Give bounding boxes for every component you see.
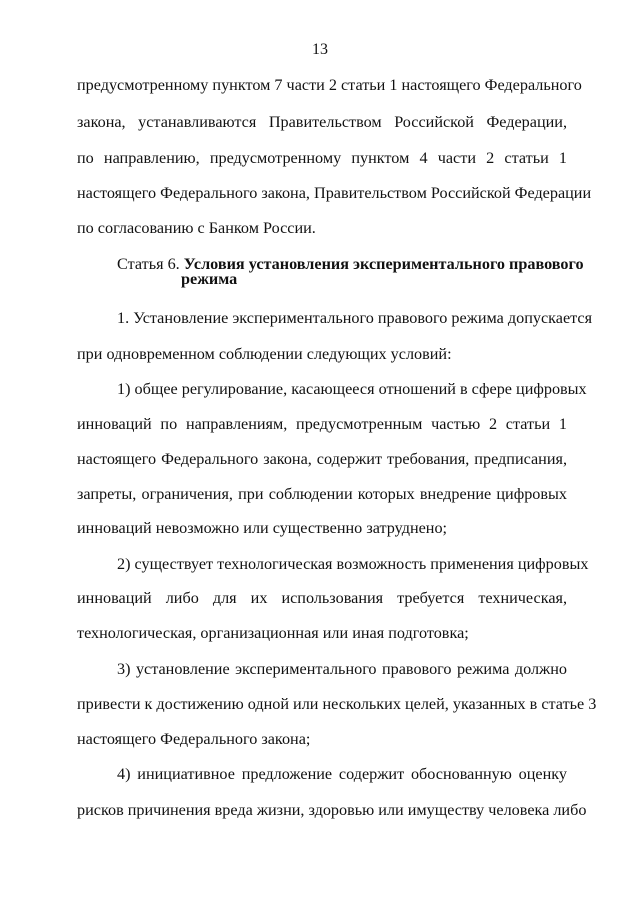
paragraph-line: инноваций по направлениям, предусмотренным частью 2 статьи 1 <box>77 415 567 433</box>
paragraph-line: настоящего Федерального закона, содержит требования, предписания, <box>77 450 567 468</box>
paragraph-line: по согласованию с Банком России. <box>77 219 316 237</box>
paragraph-line: инноваций либо для их использования требуется техническая, <box>77 589 567 607</box>
paragraph-line: инноваций невозможно или существенно затруднено; <box>77 519 448 537</box>
paragraph-line: 3) установление экспериментального правового режима должно <box>117 660 567 678</box>
paragraph-line: 4) инициативное предложение содержит обоснованную оценку <box>117 765 567 783</box>
paragraph-line: 2) существует технологическая возможность применения цифровых <box>117 555 589 573</box>
paragraph-line: технологическая, организационная или иная подготовка; <box>77 624 469 642</box>
article-title: Условия установления экспериментального правового <box>183 255 584 273</box>
article-title-continuation: режима <box>181 270 238 288</box>
paragraph-line: настоящего Федерального закона, Правительством Российской Федерации <box>77 184 592 202</box>
paragraph-line: закона, устанавливаются Правительством Российской Федерации, <box>77 113 567 131</box>
paragraph-line: по направлению, предусмотренному пунктом 4 части 2 статьи 1 <box>77 149 567 167</box>
paragraph-line: рисков причинения вреда жизни, здоровью или имуществу человека либо <box>77 801 587 819</box>
paragraph-line: предусмотренному пунктом 7 части 2 статьи 1 настоящего Федерального <box>77 76 582 94</box>
article-label: Статья 6. <box>117 255 180 273</box>
paragraph-line: запреты, ограничения, при соблюдении которых внедрение цифровых <box>77 485 567 503</box>
paragraph-line: 1. Установление экспериментального правового режима допускается <box>117 309 593 327</box>
paragraph-line: настоящего Федерального закона; <box>77 730 311 748</box>
paragraph-line: при одновременном соблюдении следующих условий: <box>77 345 452 363</box>
paragraph-line: 1) общее регулирование, касающееся отношений в сфере цифровых <box>117 380 587 398</box>
page-number: 13 <box>312 41 328 58</box>
paragraph-line: привести к достижению одной или нескольких целей, указанных в статье 3 <box>77 695 597 713</box>
